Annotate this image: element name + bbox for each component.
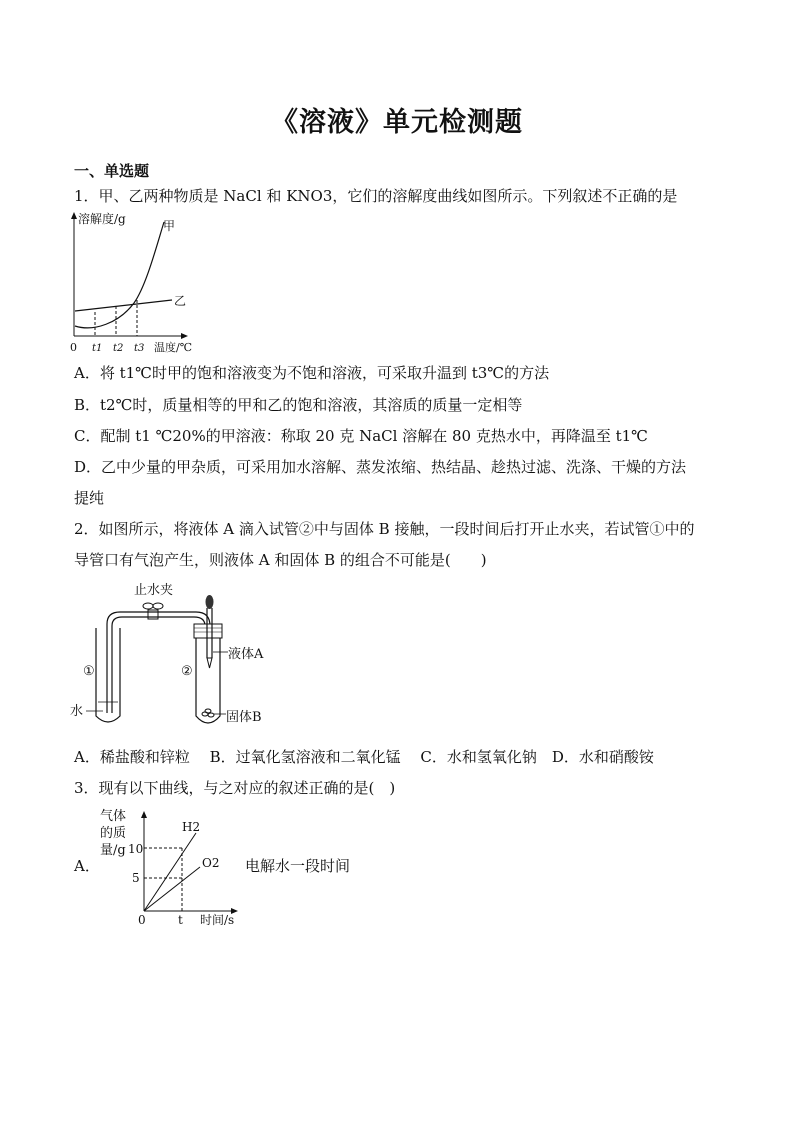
q2-options: A．稀盐酸和锌粒 B．过氧化氢溶液和二氧化锰 C．水和氢氧化钠 D．水和硝酸铵 — [74, 748, 654, 766]
q3-option-a-text: 电解水一段时间 — [245, 857, 351, 875]
q1-solubility-figure — [64, 208, 204, 360]
q2-tube2-label: ② — [181, 664, 193, 679]
q3-ylabel-3: 量/g — [100, 843, 126, 858]
q1-t3: t3 — [134, 343, 145, 354]
q1-xlabel: 温度/℃ — [154, 341, 193, 354]
page-title: 《溶液》单元检测题 — [271, 107, 523, 138]
q3-ylabel-1: 气体 — [100, 809, 127, 824]
q2-clamp-label: 止水夹 — [134, 583, 174, 598]
q1-option-d: D．乙中少量的甲杂质，可采用加水溶解、蒸发浓缩、热结晶、趁热过滤、洗涤、干燥的方法 — [74, 458, 687, 476]
curve-jia — [75, 222, 164, 328]
q3-electrolysis-graph — [94, 803, 254, 929]
q3-x-tick-t: t — [178, 913, 183, 927]
q3-y-tick-10: 10 — [128, 842, 144, 856]
q2-stem-line2: 导管口有气泡产生，则液体 A 和固体 B 的组合不可能是( ) — [74, 551, 487, 569]
q1-option-b: B．t2℃时，质量相等的甲和乙的饱和溶液，其溶质的质量一定相等 — [74, 396, 523, 414]
q3-ylabel-2: 的质 — [100, 826, 127, 841]
q1-ylabel: 溶解度/g — [78, 212, 126, 226]
q3-xlabel: 时间/s — [200, 913, 235, 927]
line-o2 — [144, 867, 200, 911]
q1-option-a: A．将 t1℃时甲的饱和溶液变为不饱和溶液，可采取升温到 t3℃的方法 — [74, 364, 550, 382]
q2-apparatus-figure — [70, 578, 280, 730]
q1-series-yi: 乙 — [174, 294, 187, 308]
q3-option-a-label: A． — [74, 857, 100, 875]
q2-solid-b-label: 固体B — [226, 710, 262, 725]
q2-tube1-label: ① — [83, 664, 95, 679]
curve-yi — [75, 300, 172, 311]
q1-series-jia: 甲 — [163, 219, 176, 233]
q1-origin: 0 — [70, 341, 77, 354]
q3-o2-label: O2 — [202, 856, 220, 870]
test-tube-1 — [96, 628, 120, 722]
q2-liquid-a-label: 液体A — [228, 647, 264, 662]
line-h2 — [144, 833, 196, 911]
q2-stem-line1: 2．如图所示，将液体 A 滴入试管②中与固体 B 接触，一段时间后打开止水夹，若试管①中的 — [74, 520, 695, 538]
q3-h2-label: H2 — [182, 820, 201, 834]
q3-y-tick-5: 5 — [132, 871, 140, 885]
section-heading: 一、单选题 — [74, 162, 150, 180]
q3-origin: 0 — [138, 913, 146, 927]
q3-stem: 3．现有以下曲线，与之对应的叙述正确的是( ) — [74, 779, 396, 797]
q1-option-c: C．配制 t1 ℃20%的甲溶液：称取 20 克 NaCl 溶解在 80 克热水中，再降温至 t1℃ — [74, 427, 648, 445]
q1-t1: t1 — [92, 343, 103, 354]
q1-option-d-cont: 提纯 — [74, 489, 105, 507]
q1-stem: 1．甲、乙两种物质是 NaCl 和 KNO3，它们的溶解度曲线如图所示。下列叙述不正确的是 — [74, 187, 678, 205]
q1-t2: t2 — [113, 343, 124, 354]
q2-water-label: 水 — [70, 704, 84, 719]
